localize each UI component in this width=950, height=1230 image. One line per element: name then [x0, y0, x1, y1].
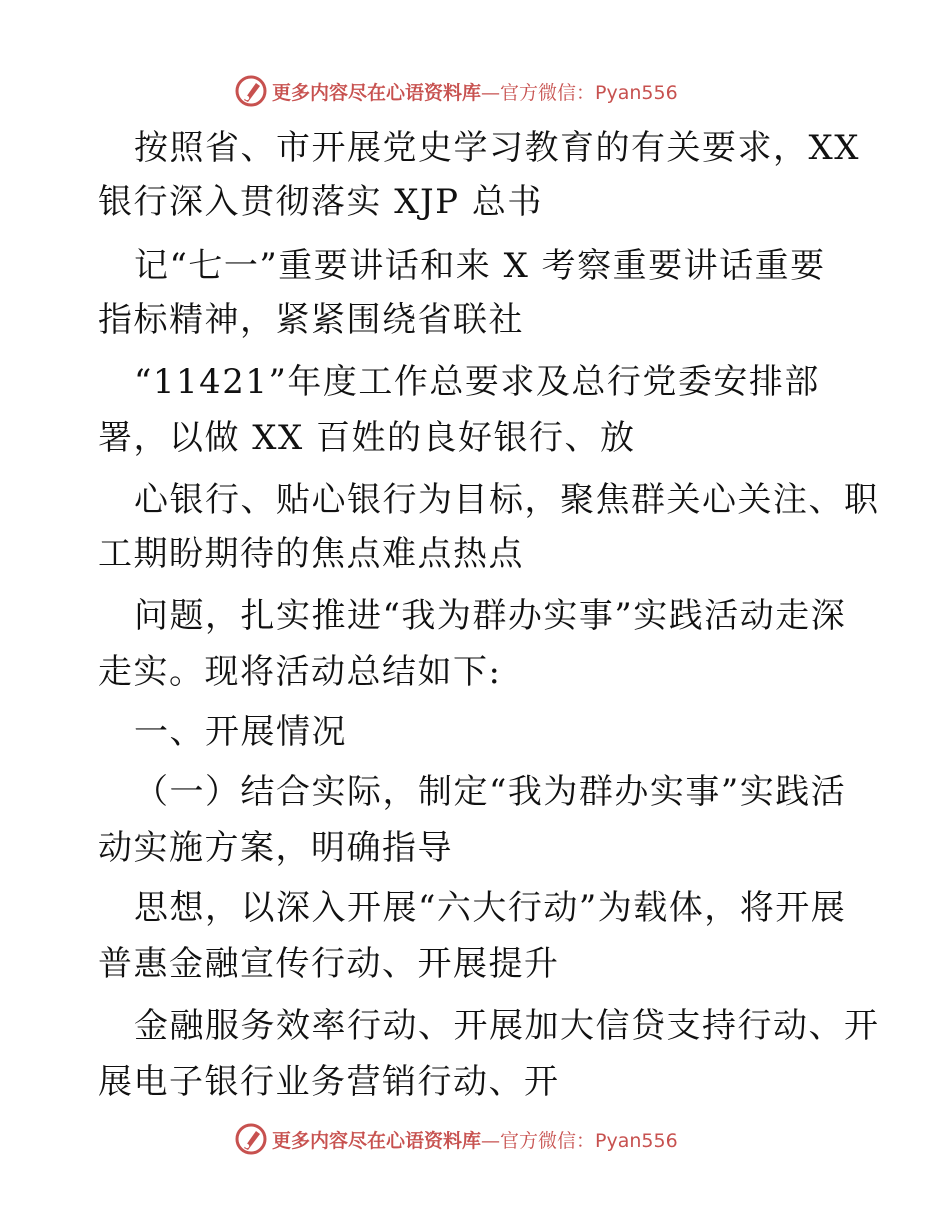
body-line: “11421”年度工作总要求及总行党委安排部 — [134, 362, 820, 402]
section-heading: 一、开展情况 — [134, 712, 347, 752]
footer-banner-prefix: 更多内容尽在心语资料库 — [272, 1130, 482, 1152]
body-line: 记“七一”重要讲话和来 X 考察重要讲话重要 — [134, 246, 826, 286]
footer-banner-separator: — — [481, 1130, 501, 1152]
body-line: 展电子银行业务营销行动、开 — [98, 1062, 560, 1102]
header-banner — [0, 72, 950, 112]
footer-banner-wechat-id: Pyan556 — [595, 1130, 678, 1152]
pen-nib-logo-icon — [234, 74, 268, 108]
subsection-heading: （一）结合实际，制定“我为群办实事”实践活 — [134, 772, 847, 812]
body-line: 金融服务效率行动、开展加大信贷支持行动、开 — [134, 1006, 880, 1046]
body-line: 思想，以深入开展“六大行动”为载体，将开展 — [134, 888, 847, 928]
body-line: 动实施方案，明确指导 — [98, 828, 453, 868]
body-line: 银行深入贯彻落实 XJP 总书 — [98, 182, 543, 222]
body-line: 心银行、贴心银行为目标，聚焦群关心关注、职 — [134, 480, 880, 520]
body-line: 工期盼期待的焦点难点热点 — [98, 534, 524, 574]
header-banner-text — [272, 78, 678, 105]
header-banner-separator: — — [481, 82, 501, 104]
body-line: 指标精神，紧紧围绕省联社 — [98, 300, 524, 340]
header-banner-prefix: 更多内容尽在心语资料库 — [272, 82, 482, 104]
body-line: 普惠金融宣传行动、开展提升 — [98, 944, 560, 984]
footer-banner-text — [272, 1126, 678, 1153]
header-banner-wechat-label: 官方微信： — [500, 82, 596, 104]
body-line: 按照省、市开展党史学习教育的有关要求，XX — [134, 128, 860, 168]
header-banner-wechat-id: Pyan556 — [595, 82, 678, 104]
pen-nib-logo-icon — [234, 1122, 268, 1156]
body-line: 走实。现将活动总结如下: — [98, 652, 502, 692]
footer-banner-wechat-label: 官方微信： — [500, 1130, 596, 1152]
footer-banner — [0, 1120, 950, 1160]
body-line: 署，以做 XX 百姓的良好银行、放 — [98, 418, 636, 458]
body-line: 问题，扎实推进“我为群办实事”实践活动走深 — [134, 596, 847, 636]
